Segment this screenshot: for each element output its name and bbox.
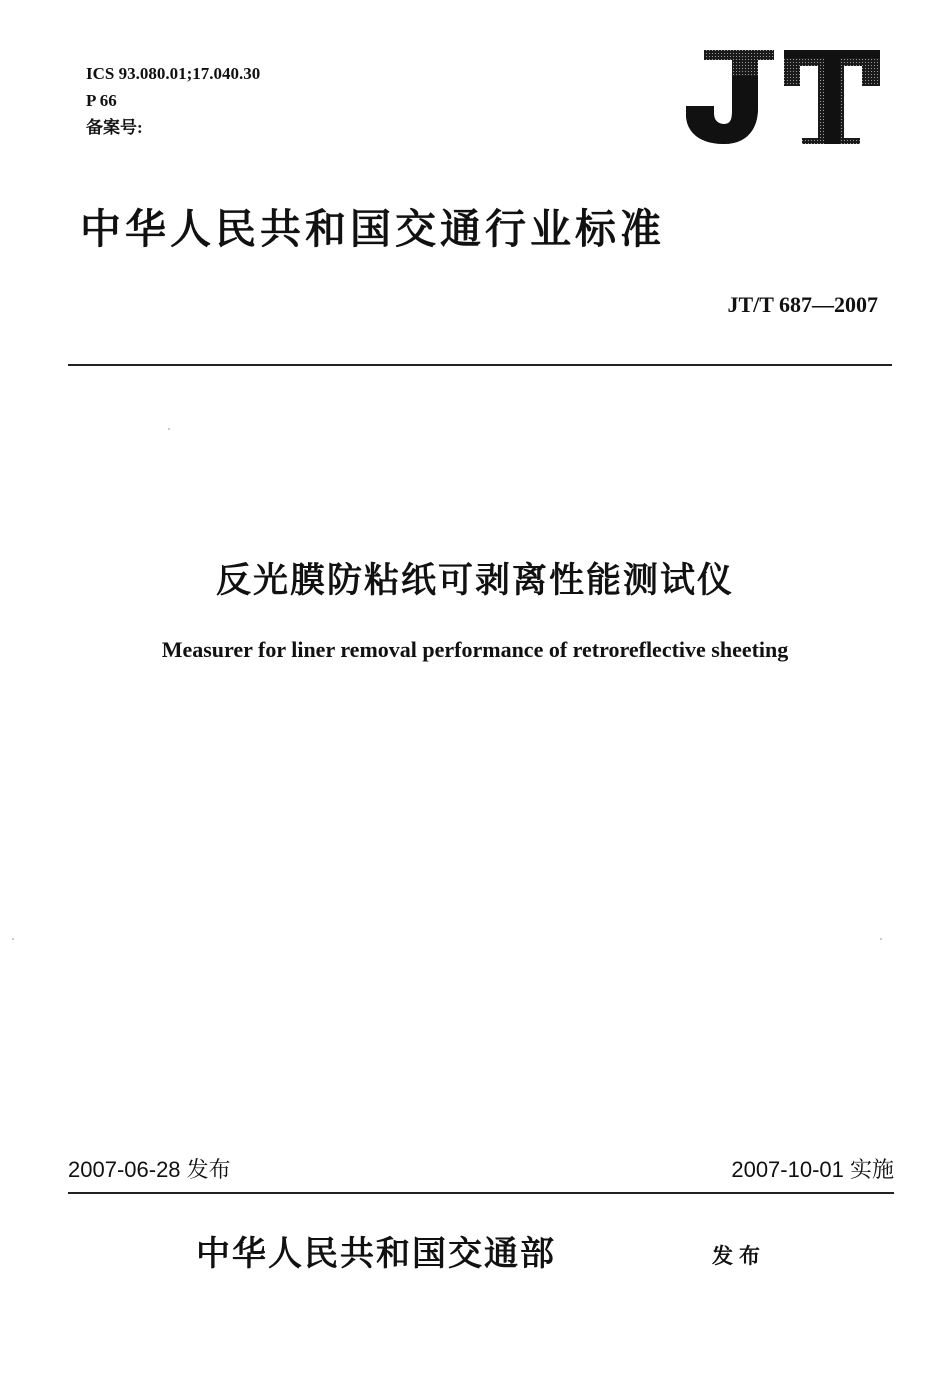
jt-logo-icon [684, 46, 880, 146]
standard-title: 中华人民共和国交通行业标准 [80, 205, 665, 253]
publisher-name: 中华人民共和国交通部 [196, 1234, 556, 1274]
document-title-en: Measurer for liner removal performance of retroreflective sheeting [161, 637, 789, 662]
ics-code: ICS 93.080.01;17.040.30 [86, 64, 261, 83]
top-divider [68, 364, 892, 366]
document-title-cn: 反光膜防粘纸可剥离性能测试仪 [215, 561, 734, 601]
scan-speck [12, 938, 14, 940]
standard-number: JT/T 687—2007 [727, 292, 878, 317]
scan-speck [880, 938, 882, 940]
issue-date: 2007-06-28 发布 [68, 1157, 231, 1182]
category-code: P 66 [86, 91, 117, 110]
bottom-divider [68, 1192, 894, 1194]
scan-speck [168, 428, 170, 430]
record-label: 备案号: [86, 118, 143, 137]
effective-date: 2007-10-01 实施 [731, 1157, 894, 1182]
header-meta [86, 60, 260, 141]
publish-label: 发布 [712, 1244, 766, 1268]
